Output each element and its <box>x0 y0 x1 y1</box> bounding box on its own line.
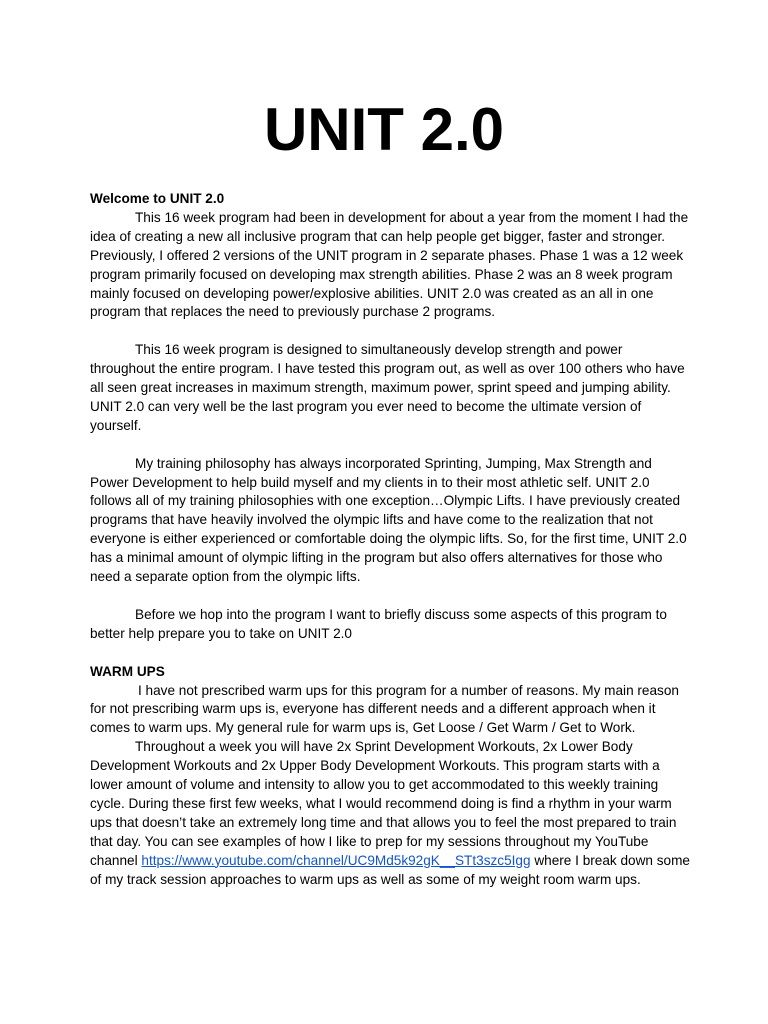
youtube-channel-link[interactable]: https://www.youtube.com/channel/UC9Md5k92gK__STt3szc5Igg <box>141 852 531 868</box>
document-title: UNIT 2.0 <box>263 96 505 163</box>
warmups-paragraph-2-text: Throughout a week you will have 2x Sprint Development Workouts, 2x Lower Body Development Workouts and 2x Upper Body Development Workouts. This program starts with a lower amount of volume and intensity to allow you to get accommodated to this weekly training cycle. During these first few weeks, what I would recommend doing is find a rhythm in your warm ups that doesn’t take an extremely long time and that allows you to feel the most prepared to train that day. You can see examples of how I like to prep for my sessions throughout my YouTube channel <box>90 739 677 868</box>
paragraph-spacer <box>90 587 690 606</box>
intro-paragraph-4: Before we hop into the program I want to briefly discuss some aspects of this program to better help prepare you to take on UNIT 2.0 <box>90 606 667 641</box>
warmups-paragraph-2 <box>90 738 690 889</box>
warmups-heading: WARM UPS <box>90 663 165 679</box>
paragraph-spacer <box>90 644 690 663</box>
document-body <box>90 190 690 889</box>
warmups-paragraph-2-text-end: where I break down some of my track session approaches to warm ups as well as some of my weight room warm ups. <box>90 852 690 887</box>
intro-heading: Welcome to UNIT 2.0 <box>90 191 225 206</box>
intro-paragraph-1: This 16 week program had been in development for about a year from the moment I had the idea of creating a new all inclusive program that can help people get bigger, faster and stronger. Previously, I offered 2 versions of the UNIT program in 2 separate phases. Phase 1 was a 12 week program primarily focused on developing max strength abilities. Phase 2 was an 8 week program mainly focused on developing power/explosive abilities. UNIT 2.0 was created as an all in one program that replaces the need to previously purchase 2 programs. <box>90 209 689 320</box>
warmups-paragraph-1: I have not prescribed warm ups for this program for a number of reasons. My main reason for not prescribing warm ups is, everyone has different needs and a different approach when it comes to warm ups. My general rule for warm ups is, Get Loose / Get Warm / Get to Work. <box>90 682 679 736</box>
paragraph-spacer <box>90 436 690 455</box>
paragraph-spacer <box>90 322 690 341</box>
intro-paragraph-2: This 16 week program is designed to simultaneously develop strength and power throughout the entire program. I have tested this program out, as well as over 100 others who have all seen great increases in maximum strength, maximum power, sprint speed and jumping ability. UNIT 2.0 can very well be the last program you ever need to become the ultimate version of yourself. <box>90 342 685 433</box>
intro-paragraph-3: My training philosophy has always incorporated Sprinting, Jumping, Max Strength and Power Development to help build myself and my clients in to their most athletic self. UNIT 2.0 follows all of my training philosophies with one exception…Olympic Lifts. I have previously created programs that have heavily involved the olympic lifts and have come to the realization that not everyone is either experienced or comfortable doing the olympic lifts. So, for the first time, UNIT 2.0 has a minimal amount of olympic lifting in the program but also offers alternatives for those who need a separate option from the olympic lifts. <box>90 455 687 585</box>
